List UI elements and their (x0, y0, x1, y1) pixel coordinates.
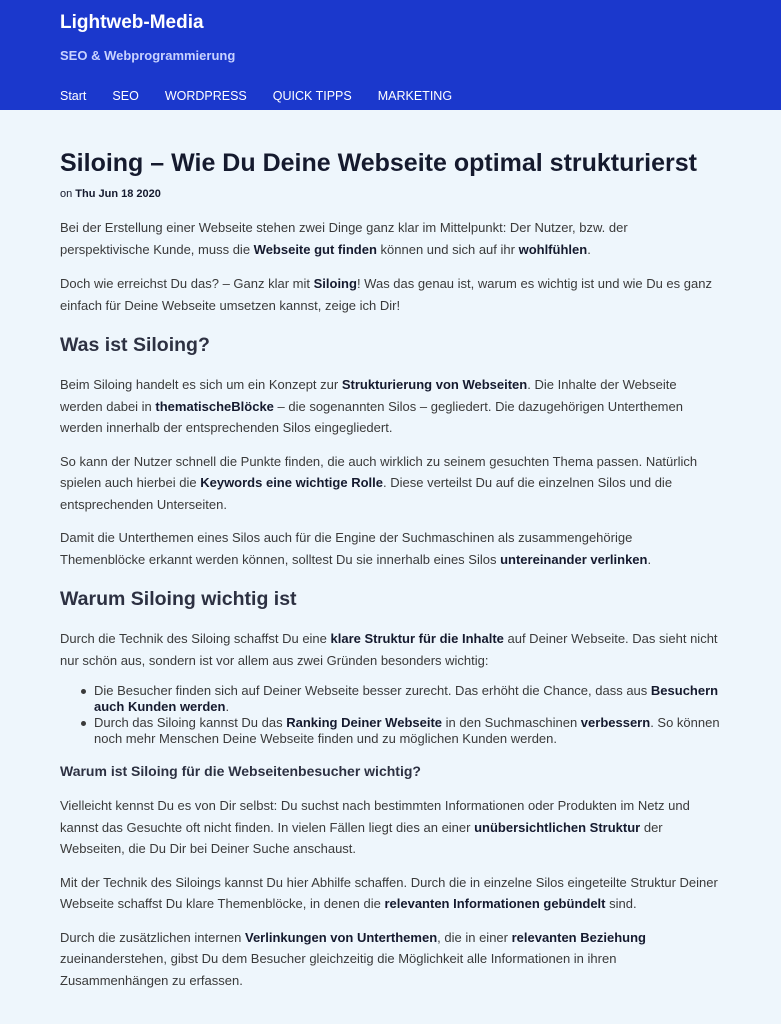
bold-run: Keywords eine wichtige Rolle (200, 475, 383, 490)
text-run: Durch die zusätzlichen internen (60, 929, 245, 945)
bold-run: Siloing (313, 276, 357, 291)
text-run: Beim Siloing handelt es sich um ein Konzept zur (60, 377, 342, 392)
text-run: Durch die Technik des Siloing schaffst Du eine (60, 631, 331, 646)
article-content (60, 148, 720, 991)
post-date-value: Thu Jun 18 2020 (75, 188, 161, 200)
text-run: Bei der Erstellung einer Webseite stehen zwei Dinge ganz klar im Mittelpunkt: Der Nutzer, bzw. der perspektivische Kunde, muss die (60, 220, 628, 257)
text-run: Damit die Unterthemen eines Silos auch für die Engine der Suchmaschinen als zusammengehörige Themenblöcke erkannt werden können, solltest Du sie innerhalb eines Silos (60, 530, 633, 567)
text-run: der Webseiten, die Du Dir bei Deiner Suche anschaust. (60, 819, 663, 856)
text-run: Die Besucher finden sich auf Deiner Webseite besser zurecht. Das erhöht die Chance, dass aus (94, 683, 651, 698)
heading-warum-wichtig: Warum Siloing wichtig ist (60, 588, 297, 610)
bold-run: thematischeBlöcke (155, 398, 274, 414)
text-run: ! Was das genau ist, warum es wichtig ist und wie Du es ganz einfach für Deine Webseite umsetzen kannst, zeige ich Dir! (60, 276, 712, 313)
text-run: Mit der Technik des Siloings kannst Du hier Abhilfe schaffen. Durch die in einzelne Silos eingeteilte Struktur Deiner Webseite schaffst Du klare Themenblöcke, in denen die (60, 874, 718, 911)
paragraph-verlinken (60, 527, 720, 570)
text-run: . (225, 699, 230, 714)
heading-was-ist-siloing: Was ist Siloing? (60, 334, 210, 356)
text-run: zueinanderstehen, gibst Du dem Besucher gleichzeitig die Möglichkeit alle Informationen in ihren Zusammenhängen zu erfassen. (60, 951, 617, 988)
text-run: . Diese verteilst Du auf die einzelnen Silos und die entsprechenden Unterseiten. (60, 475, 673, 512)
paragraph-abhilfe (60, 872, 720, 915)
heading-webseitenbesucher: Warum ist Siloing für die Webseitenbesucher wichtig? (60, 763, 421, 779)
nav-item-wordpress[interactable]: WORDPRESS (164, 89, 247, 103)
nav-item-marketing[interactable]: MARKETING (377, 89, 453, 103)
paragraph-intro (60, 217, 720, 260)
post-title: Siloing – Wie Du Deine Webseite optimal strukturierst (60, 149, 697, 177)
bold-run: relevanten Informationen gebündelt (384, 896, 606, 911)
text-run: , die in einer (437, 929, 512, 945)
paragraph-definition (60, 374, 720, 439)
text-run: . (647, 551, 652, 567)
nav-item-quick-tipps[interactable]: QUICK TIPPS (272, 89, 352, 103)
text-run: Durch das Siloing kannst Du das (94, 715, 287, 730)
list-item (94, 715, 720, 747)
text-run: – die sogenannten Silos – gegliedert. Die dazugehörigen Unterthemen werden innerhalb der entsprechenden Silos eingegliedert. (60, 398, 683, 435)
paragraph-verlinkungen (60, 927, 720, 992)
post-date-prefix: on (60, 188, 76, 200)
main-navigation (60, 88, 478, 104)
text-run: Vielleicht kennst Du es von Dir selbst: Du suchst nach bestimmten Informationen oder Produkten im Netz und kannst das Gesuchte oft nicht finden. In vielen Fällen liegt dies an einer (60, 798, 690, 835)
nav-item-seo[interactable]: SEO (112, 89, 139, 103)
bold-run: Ranking Deiner Webseite (286, 715, 443, 730)
text-run: Doch wie erreichst Du das? – Ganz klar mit (60, 276, 314, 291)
text-run: So kann der Nutzer schnell die Punkte finden, die auch wirklich zu seinem gesuchten Thema passen. Natürlich spielen auch hierbei die (60, 453, 698, 490)
bold-run: verbessern (580, 715, 651, 730)
site-title-link[interactable]: Lightweb-Media (60, 12, 204, 33)
site-tagline: SEO & Webprogrammierung (60, 48, 236, 63)
bold-run: klare Struktur für die Inhalte (330, 631, 504, 646)
paragraph-question (60, 273, 720, 316)
paragraph-keywords (60, 451, 720, 516)
text-run: auf Deiner Webseite. Das sieht nicht nur schön aus, sondern ist vor allem aus zwei Gründen besonders wichtig: (60, 631, 718, 668)
bold-run: unübersichtlichen Struktur (474, 819, 641, 835)
reasons-list (60, 683, 720, 747)
paragraph-struktur (60, 628, 720, 671)
text-run: . Die Inhalte der Webseite werden dabei in (60, 377, 677, 414)
bold-run: Verlinkungen von Unterthemen (245, 929, 438, 945)
site-header (0, 0, 781, 110)
text-run: können und sich auf ihr (376, 241, 519, 257)
text-run: . So können noch mehr Menschen Deine Webseite finden und zu möglichen Kunden werden. (94, 715, 720, 746)
list-item (94, 683, 720, 715)
paragraph-suche (60, 795, 720, 860)
bold-run: Webseite gut finden (253, 241, 377, 257)
post-date (60, 187, 720, 201)
bold-run: relevanten Beziehung (511, 929, 646, 945)
bold-run: Strukturierung von Webseiten (341, 377, 528, 392)
bold-run: untereinander verlinken (500, 551, 648, 567)
bold-run: wohlfühlen (518, 241, 588, 257)
text-run: . (587, 241, 591, 257)
bold-run: Besuchern auch Kunden werden (94, 683, 719, 714)
text-run: in den Suchmaschinen (442, 715, 581, 730)
nav-item-start[interactable]: Start (60, 89, 87, 103)
text-run: sind. (605, 896, 637, 911)
